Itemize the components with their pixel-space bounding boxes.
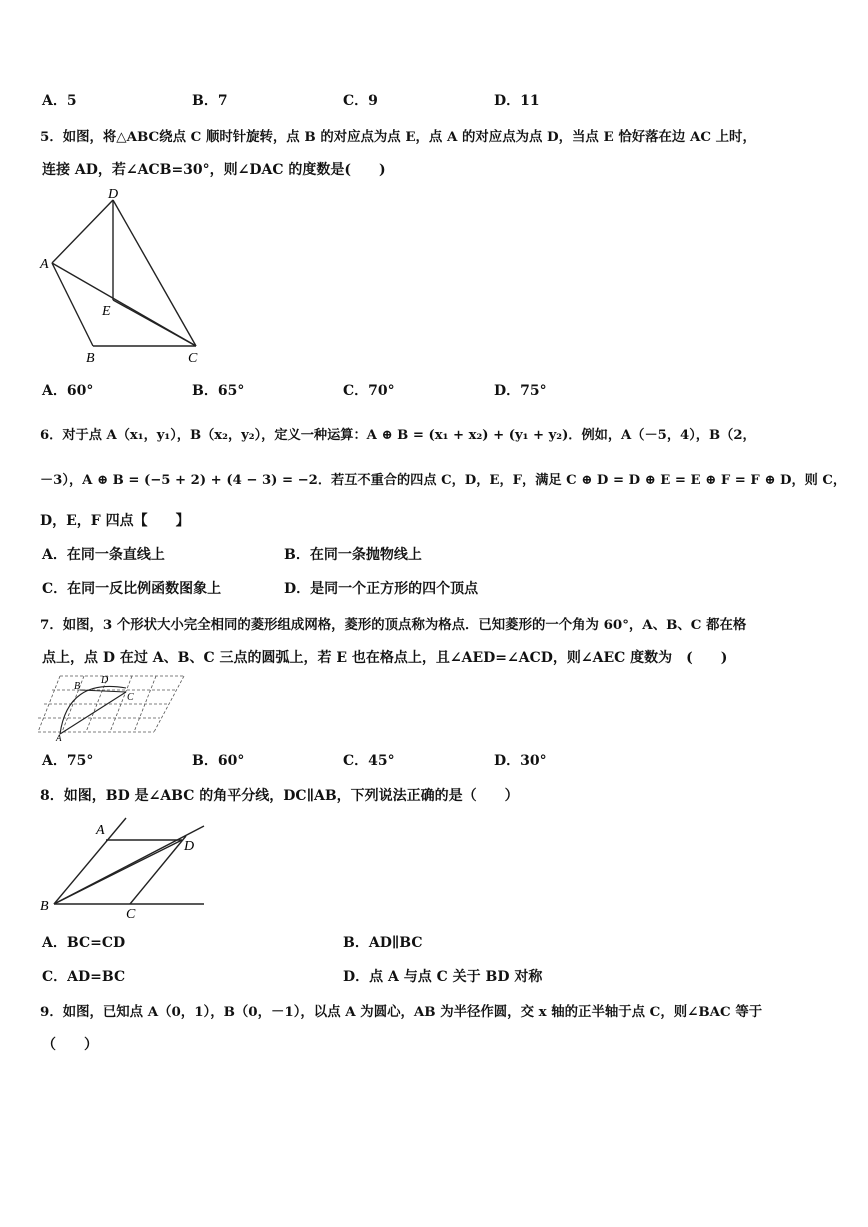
q8-option-a: A．BC=CD — [42, 935, 126, 951]
q7-stem-line1: 7．如图，3 个形状大小完全相同的菱形组成网格，菱形的顶点称为格点．已知菱形的一个角为 60°，A、B、C 都在格 — [40, 617, 747, 633]
q5-label-e: E — [102, 304, 111, 319]
q5-option-a: A．60° — [42, 383, 94, 399]
q7-option-c: C．45° — [343, 753, 395, 769]
q8-option-c: C．AD=BC — [42, 969, 126, 985]
q8-label-d: D — [184, 839, 195, 854]
q8-stem-line1: 8．如图，BD 是∠ABC 的角平分线，DC∥AB，下列说法正确的是（ ） — [40, 788, 519, 804]
q6-stem-line1: 6．对于点 A（x₁，y₁），B（x₂，y₂），定义一种运算：A ⊕ B = (x₁ + x₂) + (y₁ + y₂)．例如，A（－5，4），B（2， — [40, 428, 756, 443]
q5-label-d: D — [108, 187, 119, 202]
q7-label-a: A — [56, 733, 62, 742]
q5-option-d: D．75° — [494, 383, 547, 399]
q8-label-c: C — [126, 907, 136, 922]
q6-option-b: B．在同一条抛物线上 — [284, 547, 422, 563]
q5-label-a: A — [40, 257, 49, 272]
q6-option-d: D．是同一个正方形的四个顶点 — [284, 581, 479, 597]
q8-label-b: B — [40, 899, 49, 914]
q7-option-b: B．60° — [192, 753, 245, 769]
q5-stem-line1: 5．如图，将△ABC绕点 C 顺时针旋转，点 B 的对应点为点 E，点 A 的对应点为点 D，当点 E 恰好落在边 AC 上时， — [40, 129, 756, 145]
q7-label-c: C — [127, 692, 134, 703]
q8-figure — [38, 814, 208, 922]
q7-option-d: D．30° — [494, 753, 547, 769]
q6-option-a: A．在同一条直线上 — [42, 547, 165, 563]
q7-label-b: B — [74, 681, 81, 692]
q8-option-d: D．点 A 与点 C 关于 BD 对称 — [343, 969, 543, 985]
q9-stem-line2: （ ） — [42, 1037, 98, 1053]
q5-figure — [38, 182, 213, 364]
q7-label-d: D — [101, 675, 109, 686]
q6-stem-line2: －3），A ⊕ B = (−5 + 2) + (4 − 3) = −2．若互不重合的四点 C，D，E，F，满足 C ⊕ D = D ⊕ E = E ⊕ F = F ⊕ D，则 C， — [40, 473, 847, 488]
q5-stem-line2: 连接 AD，若∠ACB=30°，则∠DAC 的度数是( ) — [42, 162, 386, 178]
q7-option-a: A．75° — [42, 753, 94, 769]
q5-option-b: B．65° — [192, 383, 245, 399]
q4-option-d: D．11 — [494, 93, 540, 109]
q5-label-c: C — [188, 351, 198, 364]
q8-label-a: A — [96, 823, 105, 838]
q9-stem-line1: 9．如图，已知点 A（0，1），B（0，－1），以点 A 为圆心，AB 为半径作圆，交 x 轴的正半轴于点 C，则∠BAC 等于 — [40, 1004, 763, 1020]
q5-option-c: C．70° — [343, 383, 395, 399]
q6-option-c: C．在同一反比例函数图象上 — [42, 581, 222, 597]
q7-figure — [38, 670, 188, 742]
q4-option-a: A．5 — [42, 93, 77, 109]
q4-option-c: C．9 — [343, 93, 378, 109]
q4-option-b: B．7 — [192, 93, 228, 109]
q7-stem-line2: 点上，点 D 在过 A、B、C 三点的圆弧上，若 E 也在格点上，且∠AED=∠ACD，则∠AEC 度数为 ( ) — [42, 650, 728, 666]
q8-option-b: B．AD∥BC — [343, 935, 423, 951]
q5-label-b: B — [86, 351, 95, 364]
q6-stem-line3: D，E，F 四点【 】 — [40, 513, 190, 529]
